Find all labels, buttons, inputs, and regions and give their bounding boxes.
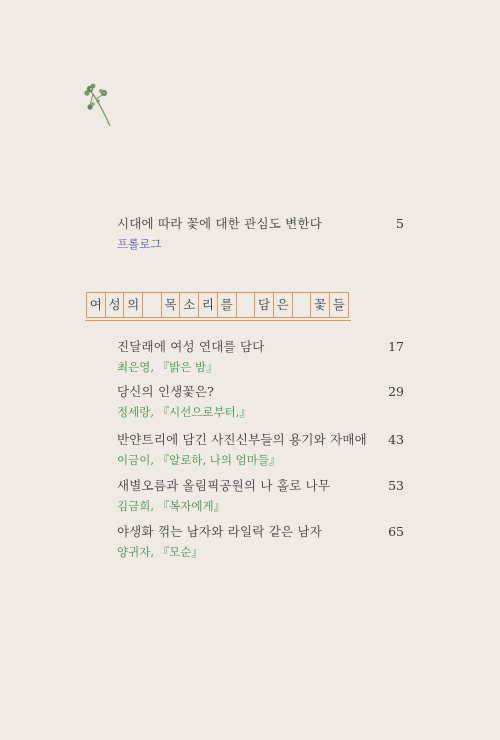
toc-page-number: 5 — [396, 216, 404, 231]
toc-entry[interactable] — [117, 432, 407, 468]
toc-entry[interactable] — [117, 384, 407, 420]
toc-entry-author: 김금희, 『복자에게』 — [117, 499, 226, 513]
toc-page-number: 43 — [388, 432, 404, 447]
grid-cell — [143, 293, 162, 317]
toc-entry-title: 당신의 인생꽃은? — [117, 384, 215, 399]
toc-entry[interactable] — [117, 339, 407, 375]
grid-cell: 리 — [199, 293, 218, 317]
toc-entry-author: 양귀자, 『모순』 — [117, 545, 203, 559]
flower-sprig-icon — [84, 82, 114, 128]
toc-entry-prologue[interactable] — [117, 216, 407, 252]
toc-entry-author: 이금이, 『알로하, 나의 엄마들』 — [117, 453, 281, 467]
prologue-label: 프롤로그 — [117, 237, 162, 251]
toc-entry-title: 새별오름과 올림픽공원의 나 홀로 나무 — [117, 478, 331, 493]
grid-cell: 꽃 — [311, 293, 330, 317]
section-header — [86, 292, 349, 318]
toc-entry[interactable] — [117, 524, 407, 560]
toc-entry-title: 반얀트리에 담긴 사진신부들의 용기와 자매애 — [117, 432, 367, 447]
toc-entry-author: 정세랑, 『시선으로부터,』 — [117, 405, 251, 419]
grid-cell: 담 — [255, 293, 274, 317]
grid-cell: 여 — [87, 293, 106, 317]
toc-entry[interactable] — [117, 478, 407, 514]
grid-cell — [293, 293, 312, 317]
grid-cell: 의 — [124, 293, 143, 317]
grid-cell: 은 — [274, 293, 293, 317]
grid-cell: 목 — [162, 293, 181, 317]
grid-cell — [237, 293, 256, 317]
grid-cell: 를 — [218, 293, 237, 317]
toc-entry-title: 야생화 꺾는 남자와 라일락 같은 남자 — [117, 524, 322, 539]
grid-cell: 성 — [106, 293, 125, 317]
grid-cell: 들 — [330, 293, 349, 317]
toc-page-number: 29 — [388, 384, 404, 399]
toc-entry-title: 진달래에 여성 연대를 담다 — [117, 339, 265, 354]
toc-page-number: 65 — [388, 524, 404, 539]
grid-cell: 소 — [180, 293, 199, 317]
toc-entry-author: 최은영, 『밝은 밤』 — [117, 360, 218, 374]
toc-page-number: 53 — [388, 478, 404, 493]
toc-page-number: 17 — [388, 339, 404, 354]
toc-entry-title: 시대에 따라 꽃에 대한 관심도 변한다 — [117, 216, 322, 231]
